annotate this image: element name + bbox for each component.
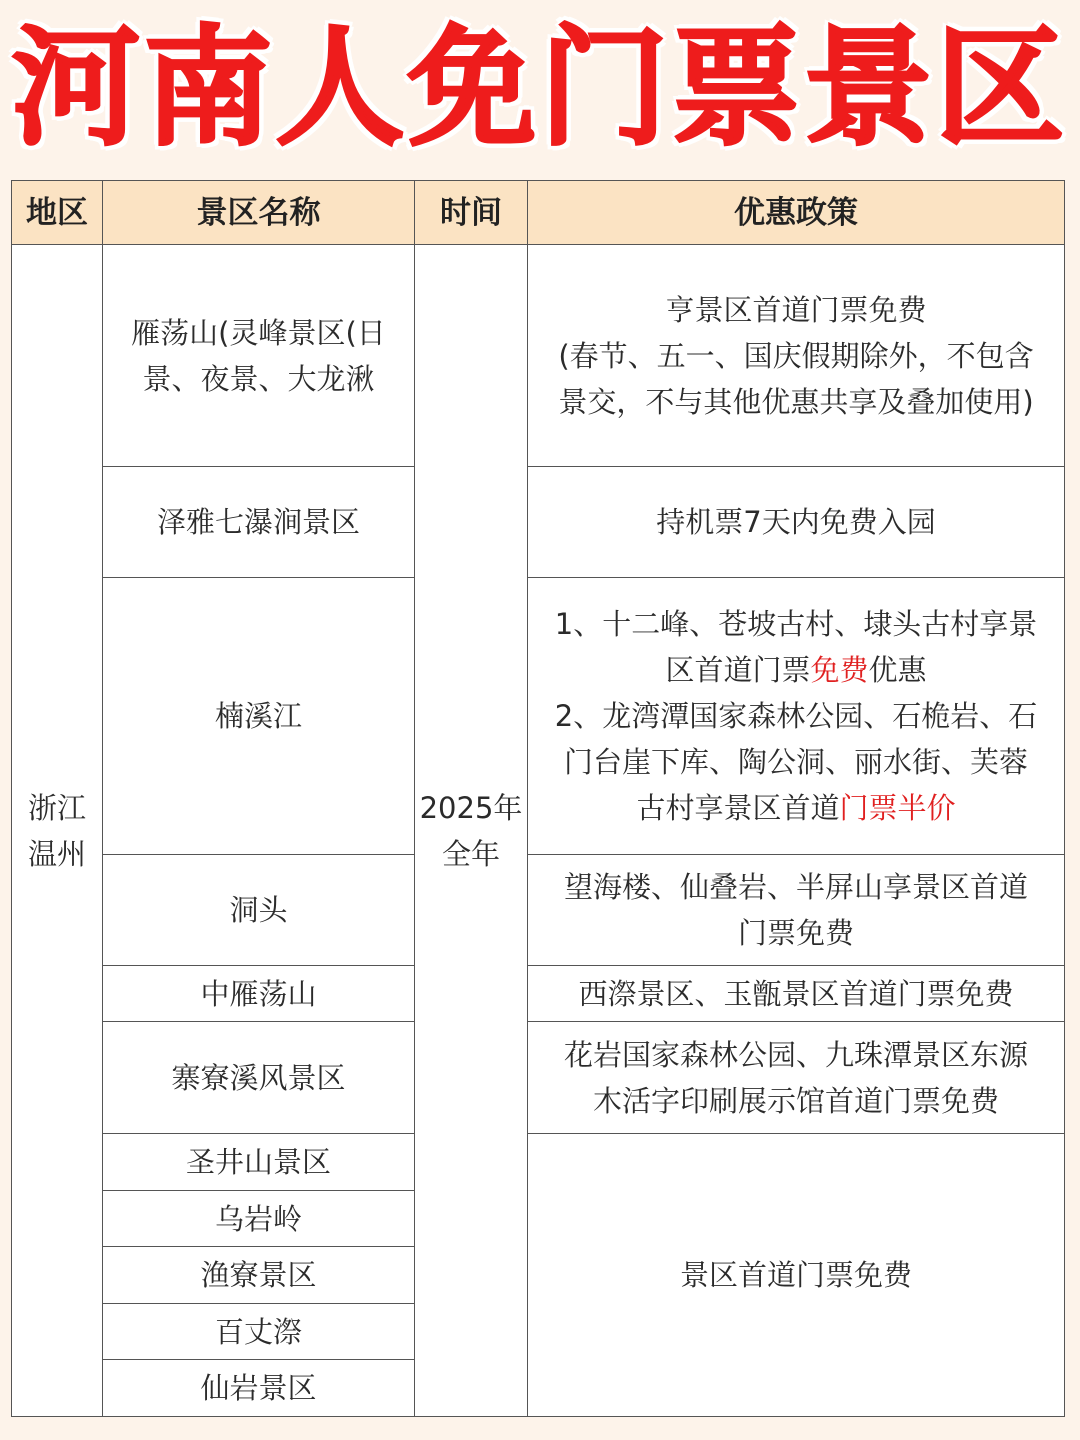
header-scenic-name: 景区名称 bbox=[103, 181, 415, 245]
region-line: 浙江 bbox=[27, 790, 86, 825]
scenic-name-line: 圣井山景区 bbox=[185, 1145, 331, 1179]
scenic-name-line: 楠溪江 bbox=[214, 699, 302, 733]
scenic-name-line: 仙岩景区 bbox=[200, 1371, 317, 1405]
policy-highlight: 免费 bbox=[810, 653, 869, 687]
scenic-name-line: 渔寮景区 bbox=[200, 1258, 317, 1292]
scenic-name-line: 寨寮溪风景区 bbox=[171, 1060, 346, 1095]
table-row bbox=[12, 966, 1065, 1022]
time-line: 全年 bbox=[441, 836, 500, 871]
scenic-name-cell bbox=[103, 1304, 415, 1360]
region-cell bbox=[12, 245, 103, 1417]
policy-line: 景交，不与其他优惠共享及叠加使用) bbox=[558, 384, 1034, 419]
scenic-name-cell bbox=[103, 966, 415, 1022]
header-region: 地区 bbox=[12, 181, 103, 245]
scenic-name-cell bbox=[103, 467, 415, 578]
table-row bbox=[12, 1134, 1065, 1191]
table-row bbox=[12, 578, 1065, 855]
policy-text: 优惠 bbox=[868, 653, 927, 687]
scenic-name-cell bbox=[103, 1022, 415, 1134]
policy-line: 花岩国家森林公园、九珠潭景区东源 bbox=[563, 1037, 1028, 1072]
scenic-name-cell bbox=[103, 855, 415, 966]
policy-text: 古村享景区首道 bbox=[636, 791, 840, 825]
policy-line: 亨景区首道门票免费 bbox=[665, 292, 927, 327]
page-title-banner bbox=[0, 0, 1080, 178]
policy-highlight: 门票半价 bbox=[839, 791, 956, 825]
free-ticket-table bbox=[11, 180, 1065, 1417]
scenic-name-cell bbox=[103, 245, 415, 467]
scenic-name-line: 乌岩岭 bbox=[214, 1201, 302, 1236]
header-time: 时间 bbox=[415, 181, 528, 245]
scenic-name-line: 洞头 bbox=[229, 893, 288, 927]
policy-line: 门台崖下库、陶公洞、丽水街、芙蓉 bbox=[563, 745, 1028, 779]
scenic-name-cell bbox=[103, 1134, 415, 1191]
policy-line: 景区首道门票免费 bbox=[679, 1258, 912, 1292]
time-cell bbox=[415, 245, 528, 1417]
table-row bbox=[12, 467, 1065, 578]
table-row bbox=[12, 245, 1065, 467]
table-row bbox=[12, 1022, 1065, 1134]
policy-line: (春节、五一、国庆假期除外，不包含 bbox=[558, 338, 1034, 373]
scenic-name-line: 中雁荡山 bbox=[200, 976, 317, 1011]
policy-line: 2、龙湾潭国家森林公园、石桅岩、石 bbox=[554, 699, 1038, 733]
table-header-row bbox=[12, 181, 1065, 245]
scenic-name-cell bbox=[103, 1191, 415, 1247]
policy-line: 持机票7天内免费入园 bbox=[656, 505, 936, 539]
policy-line: 西漈景区、玉甑景区首道门票免费 bbox=[578, 976, 1014, 1011]
policy-line bbox=[536, 785, 1056, 831]
scenic-name-cell bbox=[103, 578, 415, 855]
policy-cell bbox=[528, 467, 1065, 578]
policy-cell bbox=[528, 578, 1065, 855]
policy-cell bbox=[528, 855, 1065, 966]
policy-text: 区首道门票 bbox=[665, 653, 811, 687]
policy-cell bbox=[528, 1022, 1065, 1134]
table-row bbox=[12, 855, 1065, 966]
policy-line: 门票免费 bbox=[737, 916, 854, 950]
scenic-name-line: 景、夜景、大龙湫 bbox=[142, 361, 375, 396]
time-line: 2025年 bbox=[419, 790, 523, 825]
scenic-name-line: 百丈漈 bbox=[214, 1314, 302, 1349]
policy-line bbox=[536, 647, 1056, 693]
policy-line: 木活字印刷展示馆首道门票免费 bbox=[592, 1083, 999, 1118]
region-line: 温州 bbox=[27, 836, 86, 871]
scenic-name-cell bbox=[103, 1247, 415, 1304]
header-policy: 优惠政策 bbox=[528, 181, 1065, 245]
scenic-name-line: 泽雅七瀑涧景区 bbox=[156, 505, 360, 539]
policy-cell bbox=[528, 245, 1065, 467]
policy-cell bbox=[528, 966, 1065, 1022]
policy-line: 望海楼、仙叠岩、半屏山享景区首道 bbox=[563, 870, 1028, 904]
shared-policy-cell bbox=[528, 1134, 1065, 1417]
scenic-name-cell bbox=[103, 1360, 415, 1417]
page-title: 河南人免门票景区 bbox=[11, 14, 1068, 163]
scenic-name-line: 雁荡山(灵峰景区(日 bbox=[131, 315, 386, 350]
policy-line: 1、十二峰、苍坡古村、埭头古村享景 bbox=[554, 607, 1038, 641]
